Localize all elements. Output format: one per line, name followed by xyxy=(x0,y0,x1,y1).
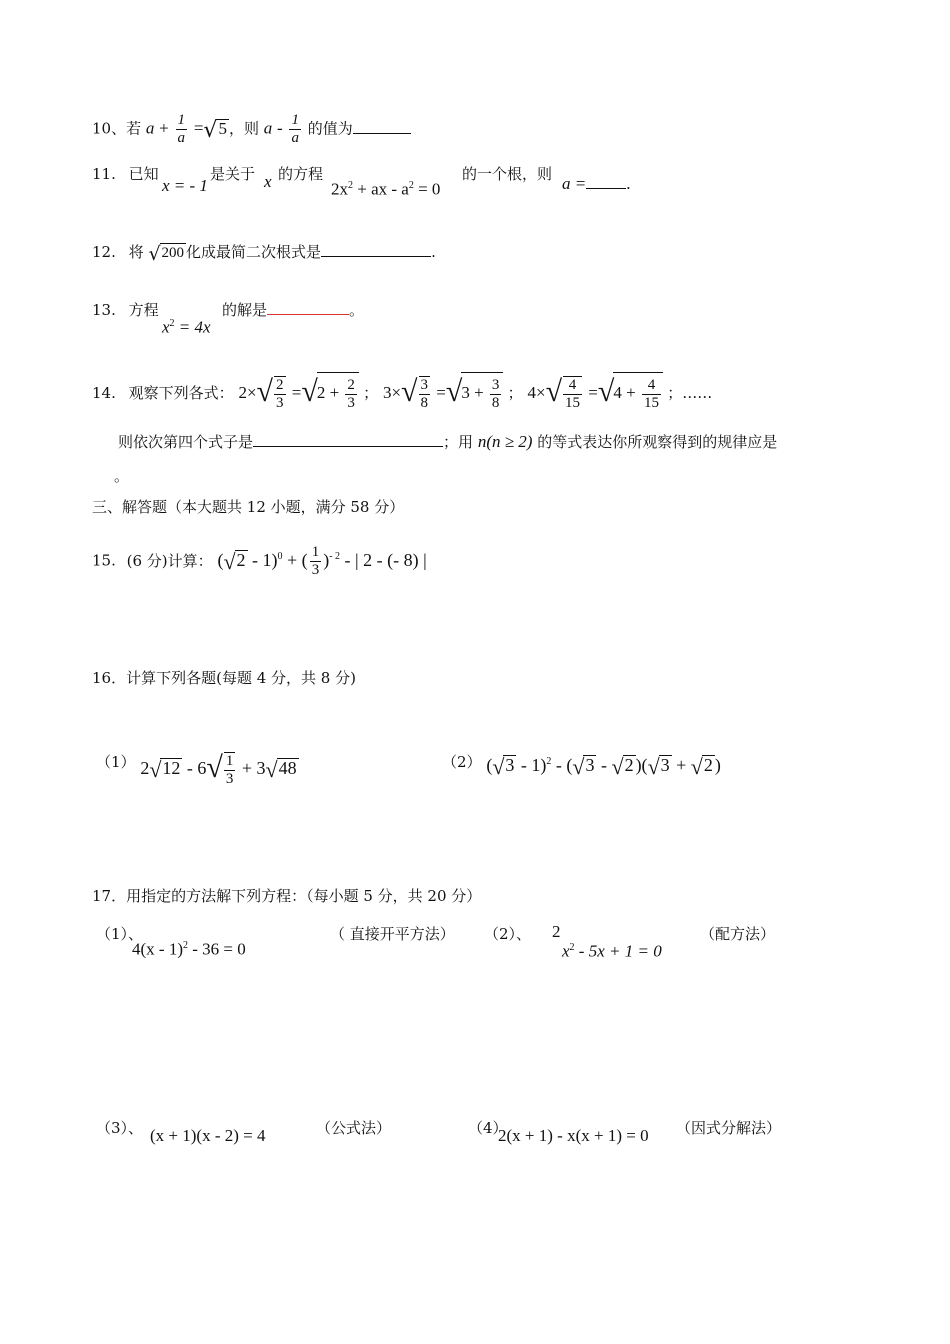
root-value: x = - 1 xyxy=(162,176,208,195)
equation-17-4: 2(x + 1) - x(x + 1) = 0 xyxy=(498,1126,649,1145)
equation-17-2: $x^2 - 5x + 1 = 0$ xyxy=(562,941,662,961)
question-14-line-2: 则依次第四个式子是 ；用 n(n ≥ 2) 的等式表达你所观察得到的规律应是 xyxy=(118,432,778,451)
fraction-1-over-a: $\frac{1}{a}$ xyxy=(177,112,186,146)
question-17-1-label: （1）、 xyxy=(96,925,144,943)
pattern-expr-1: 2×√ $\frac{2}{3}$ =√2 + $\frac{2}{3}$ xyxy=(238,383,363,402)
question-17-4-label: （4） xyxy=(468,1119,508,1137)
pattern-expr-2: 3×√ $\frac{3}{8}$ =√3 + $\frac{3}{8}$ xyxy=(383,383,508,402)
question-12: 12. 将 √200 化成最简二次根式是 . xyxy=(92,243,436,265)
question-13: 13. 方程 xyxy=(92,301,159,319)
question-16-1: （1） 2√12 - 6√ $\frac{1}{3}$ + 3√48 xyxy=(96,751,297,787)
question-16-2: （2） (√3 - 1)$^2$ - (√3 - √2 )(√3 + √2 ) xyxy=(442,753,721,779)
answer-blank-10[interactable] xyxy=(353,119,411,134)
answer-blank-12[interactable] xyxy=(321,242,431,257)
pattern-expr-3: 4×√ $\frac{4}{15}$ =√4 + $\frac{4}{15}$ xyxy=(527,383,667,402)
equation-17-3: (x + 1)(x - 2) = 4 xyxy=(150,1126,266,1145)
equation-17-1: 4(x - 1)$^2$ - 36 = 0 xyxy=(132,939,246,959)
expression-15: (√2 - 1)$^0$ + ( $\frac{1}{3}$ )$^{- 2}$ - | 2 - (- 8) | xyxy=(217,544,427,578)
method-17-2: （配方法） xyxy=(700,925,776,943)
question-17-3-label: （3）、 xyxy=(96,1119,144,1137)
method-17-4: （因式分解法） xyxy=(676,1119,782,1137)
answer-blank-13[interactable] xyxy=(267,300,349,315)
method-17-1: （ 直接开平方法） xyxy=(330,925,455,943)
question-16: 16．计算下列各题(每题 4 分，共 8 分) xyxy=(92,669,356,687)
question-10: 10、若 a + $\frac{1}{a}$ =√5 ，则 a - $\frac{1}{a}$ 的值为 xyxy=(92,112,411,147)
question-14: 14. 观察下列各式： 2×√ $\frac{2}{3}$ =√2 + $\frac{2}{3}$ ； 3×√ $\frac{3}{8}$ =√3 + $\frac{3}{8}$ ； 4×√ $\frac{4}{15}$ =√4 + $\frac{4}{15}$ ；…… xyxy=(92,372,712,413)
equation-13: $x^2 = 4x$ xyxy=(162,317,211,337)
question-15: 15. (6 分)计算： (√2 - 1)$^0$ + ( $\frac{1}{3}$ )$^{- 2}$ - | 2 - (- 8) | xyxy=(92,544,427,578)
answer-blank-14a[interactable] xyxy=(253,432,443,447)
radical-sign: √ xyxy=(203,117,218,143)
section-3-title: 三、解答题（本大题共 12 小题，满分 58 分） xyxy=(92,498,405,516)
question-17-2-label: （2）、 xyxy=(484,925,532,943)
method-17-3: （公式法） xyxy=(316,1119,392,1137)
equation-11: $2x^2$ + ax - $a^2 = 0$ xyxy=(331,179,441,199)
question-11: 11. 已知 xyxy=(92,165,159,183)
answer-blank-11[interactable] xyxy=(586,174,626,189)
question-17: 17．用指定的方法解下列方程：（每小题 5 分，共 20 分） xyxy=(92,887,482,905)
